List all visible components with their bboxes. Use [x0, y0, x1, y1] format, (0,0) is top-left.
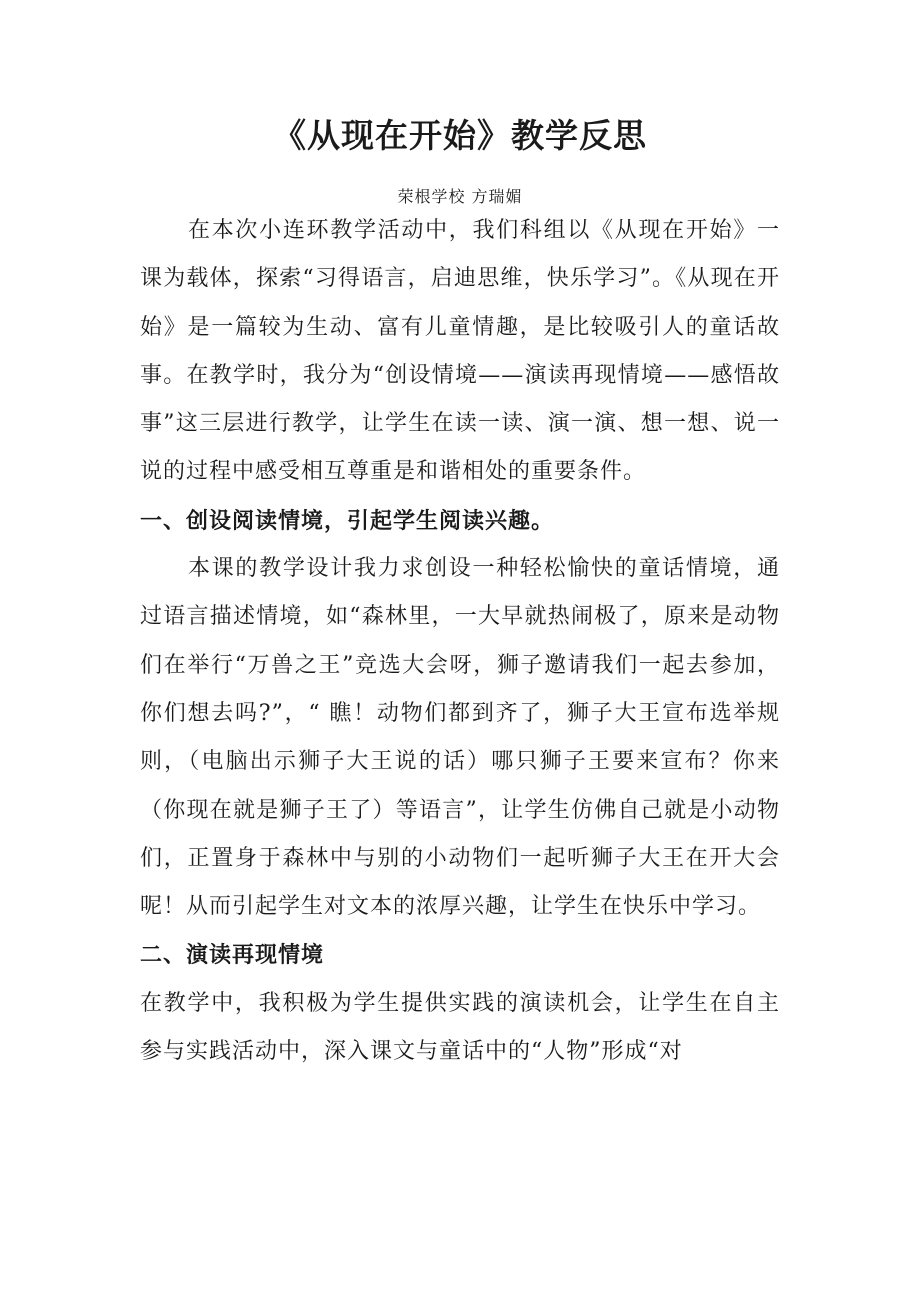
document-title: 《从现在开始》教学反思: [273, 116, 647, 155]
section-1-heading: 一、创设阅读情境，引起学生阅读兴趣。: [140, 507, 555, 534]
section-1-paragraph: 本课的教学设计我力求创设一种轻松愉快的童话情境，通过语言描述情境，如“森林里，一大早就热闹极了，原来是动物们在举行“万兽之王”竞选大会呀，狮子邀请我们一起去参加，你们想去吗?”，“ 瞧！动物们都到齐了，狮子大王宣布选举规则，（电脑出示狮子大王说的话）哪只狮子王要来宣布？你来（你现在就是狮子王了）等语言”，让学生仿佛自己就是小动物们，正置身于森林中与别的小动物们一起听狮子大王在开大会呢！从而引起学生对文本的浓厚兴趣，让学生在快乐中学习。: [140, 556, 780, 920]
section-2-paragraph: 在教学中，我积极为学生提供实践的演读机会，让学生在自主参与实践活动中，深入课文与童话中的“人物”形成“对: [140, 990, 780, 1065]
intro-paragraph: 在本次小连环教学活动中，我们科组以《从现在开始》一课为载体，探索“习得语言，启迪思维，快乐学习”。《从现在开始》是一篇较为生动、富有儿童情趣，是比较吸引人的童话故事。在教学时，我分为“创设情境——演读再现情境——感悟故事”这三层进行教学，让学生在读一读、演一演、想一想、说一说的过程中感受相互尊重是和谐相处的重要条件。: [140, 218, 780, 485]
document-body: [140, 207, 780, 1076]
section-2-heading: 二、演读再现情境: [140, 942, 325, 969]
document-author: 荣根学校 方瑞媚: [397, 187, 523, 206]
